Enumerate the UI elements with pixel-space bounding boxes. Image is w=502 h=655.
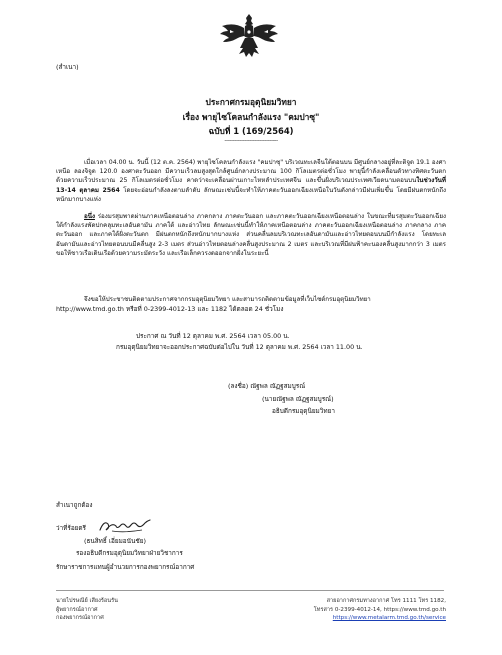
announce-time: ประกาศ ณ วันที่ 12 ตุลาคม พ.ศ. 2564 เวลา 05.00 น. [136,332,290,340]
paragraph-2-lead: อนึ่ง [84,213,95,220]
certify-rank: ว่าที่ร้อยตรี [56,524,86,532]
certify-label: สำเนาถูกต้อง [56,501,93,509]
office-label: (สำเนา) [56,63,79,71]
footer-right-line-2: โทรสาร 0-2399-4012-14, https://www.tmd.go.th [313,606,446,613]
paragraph-1-bold: ในช่วงวันที่ 13-14 ตุลาคม 2564 [56,177,446,194]
certifier-acting: รักษาราชการแทนผู้อำนวยการกองพยากรณ์อากาศ [56,563,195,571]
signer-name: (นายณัฐพล ณัฏฐสมบูรณ์) [262,395,334,403]
paragraph-follow-updates [56,295,446,304]
announcement-title: ประกาศกรมอุตุนิยมวิทยา [205,97,297,107]
footer-left-line-1: นายไปรษณีย์ เสียงร้อนรัน [56,598,118,604]
paragraph-2-text: ร่องมรสุมพาดผ่านภาคเหนือตอนล่าง ภาคกลาง ภาคตะวันออก และภาคตะวันออกเฉียงเหนือตอนล่าง ในขณะที่มรสุมตะวันออกเฉียงใต้กำลังแรงพัดปกคลุมทะเลอันดามัน ภาคใต้ และอ่าวไทย ลักษณะเช่นนี้ทำให้ภาคเหนือตอนล่าง ภาคตะวันออกเฉียงเหนือตอนล่าง ภาคกลาง ภาคตะวันออก และภาคใต้ฝั่งตะวันตก มีฝนตกหนักถึงหนักมากบางแห่ง ส่วนคลื่นลมบริเวณทะเลอันดามันและอ่าวไทยตอนบนมีกำลังแรง โดยทะเลอันดามันและอ่าวไทยตอนบนมีคลื่นสูง 2-3 เมตร ส่วนอ่าวไทยตอนล่างคลื่นสูงประมาณ 2 เมตร และบริเวณที่มีฝนฟ้าคะนองคลื่นสูงมากกว่า 3 เมตร ขอให้ชาวเรือเดินเรือด้วยความระมัดระวัง และเรือเล็กควรงดออกจากฝั่งในระยะนี้ [56,213,446,257]
certifier-position: รองอธิบดีกรมอุตุนิยมวิทยาฝ่ายวิชาการ [76,549,183,557]
next-issue-time: กรมอุตุนิยมวิทยาจะออกประกาศฉบับต่อไปใน วันที่ 12 ตุลาคม พ.ศ. 2564 เวลา 11.00 น. [116,343,363,351]
footer-left [56,597,118,623]
paragraph-storm-info [56,158,446,204]
title-divider: -------------------------------- [224,137,278,144]
garuda-emblem-icon [218,10,280,60]
paragraph-3-text: จึงขอให้ประชาชนติดตามประกาศจากกรมอุตุนิยมวิทยา และสามารถติดตามข้อมูลที่เว็บไซต์กรมอุตุนิยมวิทยา [84,296,371,303]
paragraph-monsoon-info [56,212,446,258]
certifier-name: (ธนสิทธิ์ เอี่ยมอนันชัย) [84,537,146,545]
footer-left-line-2: ผู้พยากรณ์อากาศ [56,606,98,613]
handwritten-signature-icon [98,518,152,534]
paragraph-1-text: เมื่อเวลา 04.00 น. วันนี้ (12 ต.ค. 2564) พายุไซโคลนกำลังแรง "คมปาซุ" บริเวณทะเลจีนใต้ตอนบน มีศูนย์กลางอยู่ที่ละติจูด 19.1 องศาเหนือ ลองจิจูด 120.0 องศาตะวันออก มีความเร็วลมสูงสุดใกล้ศูนย์กลางประมาณ 100 กิโลเมตรต่อชั่วโมง พายุนี้กำลังเคลื่อนตัวทางทิศตะวันตก ด้วยความเร็วประมาณ 25 กิโลเมตรต่อชั่วโมง คาดว่าจะเคลื่อนผ่านเกาะไหหลำประเทศจีน และขึ้นฝั่งบริเวณประเทศเวียดนามตอนบน [56,159,446,185]
footer-divider [56,590,444,591]
footer-right-line-1: สายอากาศกรมทางอากาศ โทร 1111 โทร 1182, [326,598,446,604]
announcement-subject: เรื่อง พายุไซโคลนกำลังแรง "คมปาซุ" [182,112,320,122]
footer-service-link[interactable]: https://www.metalarm.tmd.go.th/service [332,615,446,622]
signer-position: อธิบดีกรมอุตุนิยมวิทยา [272,407,335,415]
paragraph-1-tail: โดยจะอ่อนกำลังลงตามลำดับ ลักษณะเช่นนี้จะทำให้ภาคตะวันออกเฉียงเหนือในวันดังกล่าวมีฝนเพิ่มขึ้น โดยมีฝนตกหนักถึงหนักมากบางแห่ง [56,186,446,203]
contact-line: http://www.tmd.go.th หรือที่ 0-2399-4012-13 และ 1182 ได้ตลอด 24 ชั่วโมง [56,305,284,313]
footer-left-line-3: กองพยากรณ์อากาศ [56,615,104,622]
signed-line: (ลงชื่อ) ณัฐพล ณัฏฐสมบูรณ์ [228,382,306,390]
announcement-issue: ฉบับที่ 1 (169/2564) [208,126,294,136]
footer-right [300,597,446,623]
